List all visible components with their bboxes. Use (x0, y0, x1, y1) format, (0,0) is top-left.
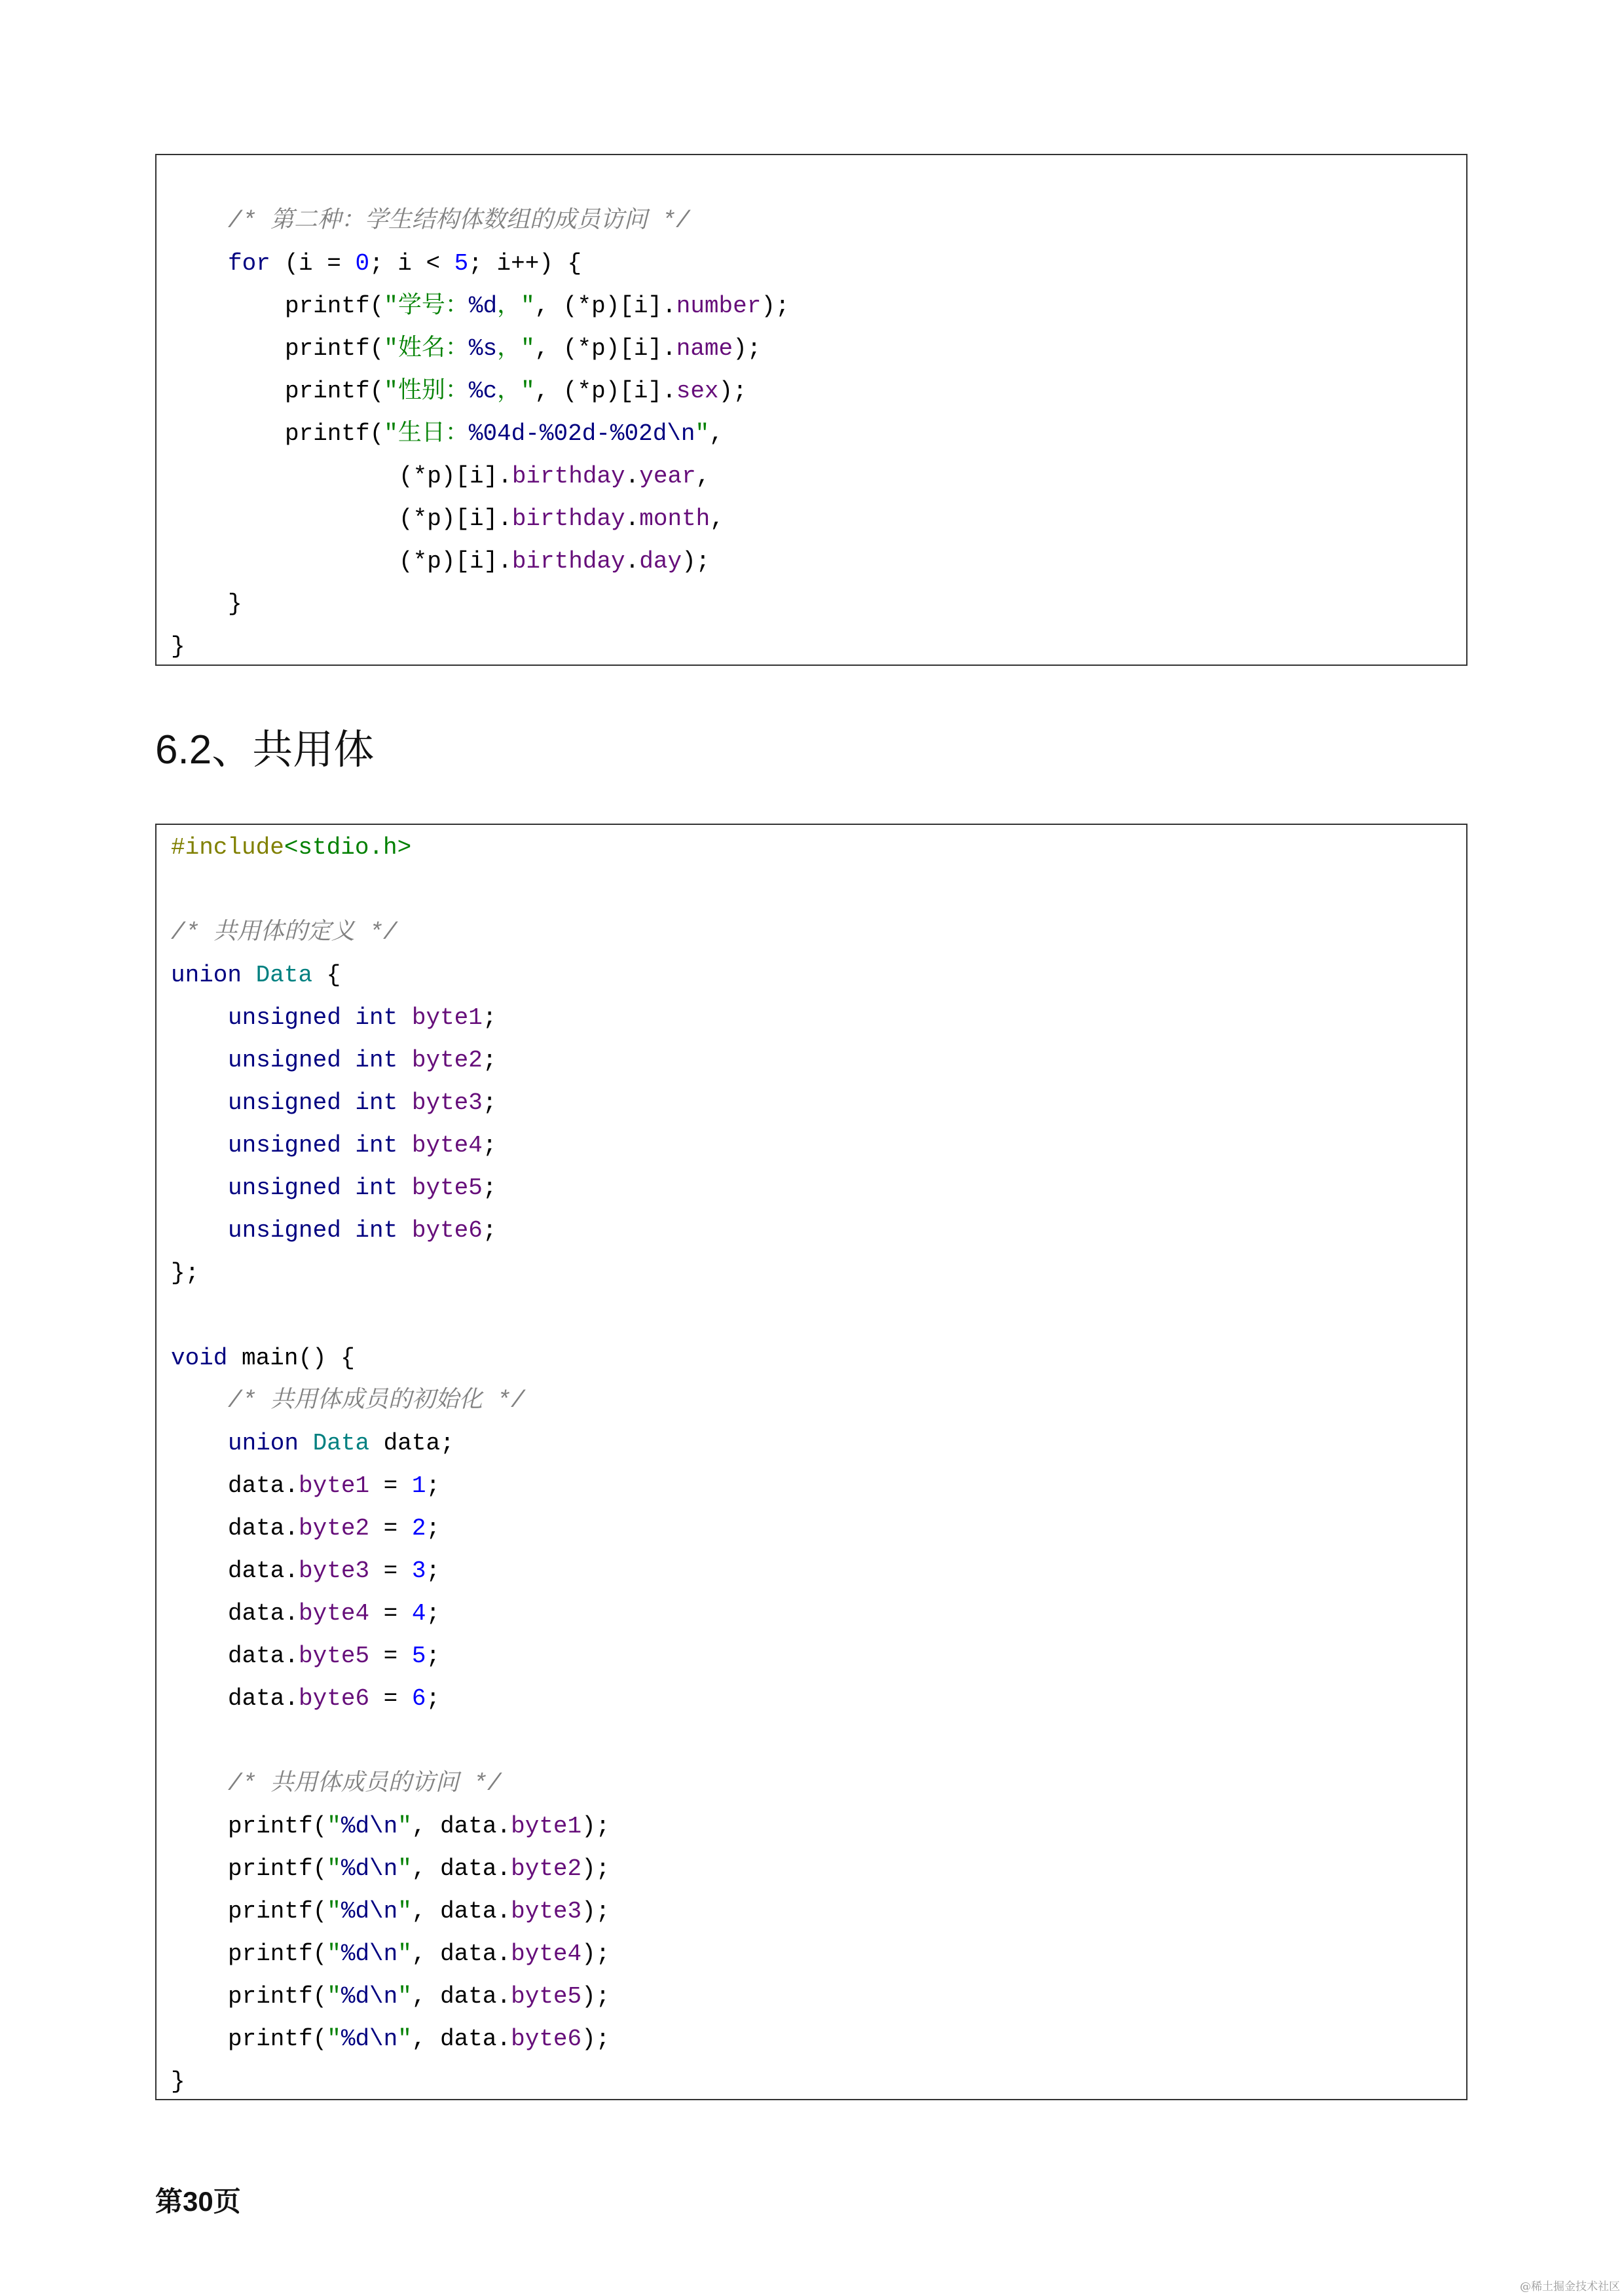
code-line (157, 826, 1466, 869)
format-specifier: %04d-%02d-%02d\n (468, 420, 695, 447)
code-block-union (155, 824, 1467, 2100)
code-line (157, 1933, 1466, 1975)
string-literal: ，" (497, 335, 535, 362)
code-line (157, 1167, 1466, 1209)
code-line (157, 996, 1466, 1039)
format-specifier: %d\n (341, 1941, 398, 1967)
code-line (157, 1720, 1466, 1762)
code-text: ); (581, 1941, 610, 1967)
member-name: year (639, 463, 696, 490)
code-text (397, 1132, 412, 1159)
code-text (242, 962, 256, 989)
member-name: sex (676, 378, 719, 405)
code-text: , data. (411, 1813, 511, 1840)
code-text: { (312, 962, 341, 989)
code-text: , (695, 463, 710, 490)
code-text (299, 1430, 313, 1457)
code-text (397, 1217, 412, 1244)
code-text (397, 1004, 412, 1031)
code-text: ); (718, 378, 747, 405)
code-text: printf( (285, 420, 384, 447)
number-literal: 1 (411, 1472, 426, 1499)
format-specifier: %s (468, 335, 498, 362)
string-literal: "姓名： (384, 335, 469, 362)
code-line (157, 200, 1466, 242)
member-name: byte1 (511, 1813, 582, 1840)
format-specifier: %d\n (341, 2026, 398, 2052)
format-specifier: %d\n (341, 1983, 398, 2010)
code-text: . (625, 463, 640, 490)
member-name: byte2 (411, 1047, 483, 1074)
code-line (157, 1465, 1466, 1507)
code-text: = (369, 1558, 412, 1584)
code-text (397, 1089, 412, 1116)
member-name: byte6 (411, 1217, 483, 1244)
string-literal: "学号： (384, 293, 469, 319)
string-literal: " (397, 1855, 412, 1882)
code-line (157, 1635, 1466, 1677)
keyword: union (228, 1430, 299, 1457)
code-text: printf( (228, 1983, 327, 2010)
code-line (157, 1762, 1466, 1805)
code-line (157, 869, 1466, 911)
code-text: printf( (228, 1898, 327, 1925)
member-name: byte6 (511, 2026, 582, 2052)
code-text: = (369, 1643, 412, 1669)
code-line (157, 1294, 1466, 1337)
code-text: data. (228, 1472, 299, 1499)
keyword: unsigned int (228, 1047, 398, 1074)
string-literal: " (327, 2026, 341, 2052)
member-name: byte3 (411, 1089, 483, 1116)
keyword: unsigned int (228, 1089, 398, 1116)
code-text: ; (482, 1089, 497, 1116)
code-text: = (369, 1515, 412, 1542)
code-block-struct-access (155, 154, 1467, 666)
format-specifier: %d (468, 293, 498, 319)
keyword: unsigned int (228, 1004, 398, 1031)
member-name: byte5 (411, 1175, 483, 1201)
code-line (157, 1252, 1466, 1294)
code-text: = (369, 1600, 412, 1627)
string-literal: "性别： (384, 378, 469, 405)
member-name: month (639, 505, 710, 532)
code-line (157, 1209, 1466, 1252)
code-text: , data. (411, 1941, 511, 1967)
code-text (397, 1047, 412, 1074)
code-text: } (171, 633, 185, 660)
code-line (157, 2018, 1466, 2060)
member-name: number (676, 293, 762, 319)
string-literal: ，" (497, 293, 535, 319)
code-line (157, 1507, 1466, 1550)
member-name: birthday (511, 548, 625, 575)
string-literal: " (397, 1813, 412, 1840)
code-text: , (*p)[i]. (534, 293, 676, 319)
code-text: } (171, 2068, 185, 2095)
code-text: , data. (411, 1983, 511, 2010)
preprocessor: #include (171, 834, 284, 861)
keyword: void (171, 1345, 228, 1372)
code-text: ; (482, 1047, 497, 1074)
comment: /* 共用体成员的初始化 */ (228, 1387, 525, 1414)
comment: /* 第二种：学生结构体数组的成员访问 */ (228, 208, 690, 234)
number-literal: 6 (411, 1685, 426, 1712)
code-line (157, 1677, 1466, 1720)
code-text: printf( (228, 1941, 327, 1967)
member-name: byte5 (299, 1643, 370, 1669)
code-text: , data. (411, 2026, 511, 2052)
code-text: . (625, 548, 640, 575)
code-text: ; (482, 1132, 497, 1159)
format-specifier: %d\n (341, 1898, 398, 1925)
code-text: ; (482, 1217, 497, 1244)
code-text: ); (733, 335, 762, 362)
member-name: byte3 (299, 1558, 370, 1584)
code-text: (*p)[i]. (399, 548, 512, 575)
code-text: , data. (411, 1898, 511, 1925)
code-text: printf( (285, 335, 384, 362)
format-specifier: %d\n (341, 1855, 398, 1882)
comment: /* 共用体成员的访问 */ (228, 1770, 502, 1797)
string-literal: <stdio.h> (284, 834, 412, 861)
code-line (157, 1805, 1466, 1848)
code-line (157, 242, 1466, 285)
string-literal: " (397, 1941, 412, 1967)
code-text: ; (426, 1600, 441, 1627)
string-literal: " (397, 1898, 412, 1925)
string-literal: ，" (497, 378, 535, 405)
member-name: byte2 (299, 1515, 370, 1542)
member-name: byte4 (511, 1941, 582, 1967)
code-text: printf( (228, 1813, 327, 1840)
code-line (157, 954, 1466, 996)
code-line (157, 370, 1466, 412)
code-text: ; (426, 1472, 441, 1499)
string-literal: "生日： (384, 420, 469, 447)
code-line (157, 911, 1466, 954)
code-text: ; (426, 1558, 441, 1584)
code-text: (i = (270, 250, 356, 277)
code-line (157, 412, 1466, 455)
code-text: , (709, 420, 724, 447)
code-text: (*p)[i]. (399, 463, 512, 490)
code-text: ); (581, 1983, 610, 2010)
code-text: ; i < (369, 250, 454, 277)
code-text: ); (581, 1813, 610, 1840)
code-text: ; (482, 1004, 497, 1031)
code-line (157, 1592, 1466, 1635)
code-text: ; (426, 1643, 441, 1669)
number-literal: 5 (454, 250, 469, 277)
code-line (157, 498, 1466, 540)
watermark: @稀土掘金技术社区 (1520, 2280, 1620, 2293)
code-text: ); (581, 1855, 610, 1882)
code-text: ); (682, 548, 710, 575)
code-text: . (625, 505, 640, 532)
member-name: byte4 (299, 1600, 370, 1627)
number-literal: 3 (411, 1558, 426, 1584)
code-text: , data. (411, 1855, 511, 1882)
code-text: data. (228, 1685, 299, 1712)
string-literal: " (327, 1813, 341, 1840)
number-literal: 5 (411, 1643, 426, 1669)
comment: /* 共用体的定义 */ (171, 919, 397, 946)
code-text: printf( (228, 1855, 327, 1882)
code-text: , (*p)[i]. (534, 378, 676, 405)
code-text: }; (171, 1260, 200, 1286)
code-line (157, 455, 1466, 498)
number-literal: 4 (411, 1600, 426, 1627)
code-text: ); (761, 293, 790, 319)
member-name: byte6 (299, 1685, 370, 1712)
code-text (397, 1175, 412, 1201)
code-line (157, 2060, 1466, 2103)
page-number: 第30页 (155, 2186, 241, 2217)
code-text: ; (426, 1515, 441, 1542)
code-text: ; (426, 1685, 441, 1712)
code-text: ; (482, 1175, 497, 1201)
number-literal: 2 (411, 1515, 426, 1542)
keyword: union (171, 962, 242, 989)
code-text: data. (228, 1600, 299, 1627)
code-text: main() { (227, 1345, 355, 1372)
code-text: , (710, 505, 724, 532)
code-line (157, 1975, 1466, 2018)
code-text: printf( (228, 2026, 327, 2052)
code-line (157, 1422, 1466, 1465)
member-name: byte1 (299, 1472, 370, 1499)
code-line (157, 583, 1466, 625)
member-name: birthday (511, 463, 625, 490)
code-line (157, 1082, 1466, 1124)
string-literal: " (327, 1983, 341, 2010)
string-literal: " (327, 1855, 341, 1882)
member-name: byte2 (511, 1855, 582, 1882)
member-name: name (676, 335, 733, 362)
format-specifier: %d\n (341, 1813, 398, 1840)
member-name: byte3 (511, 1898, 582, 1925)
code-line (157, 1848, 1466, 1890)
string-literal: " (327, 1898, 341, 1925)
code-line (157, 1890, 1466, 1933)
code-text: ); (581, 1898, 610, 1925)
section-heading: 6.2、共用体 (155, 727, 375, 773)
keyword: unsigned int (228, 1175, 398, 1201)
code-line (157, 1039, 1466, 1082)
string-literal: " (327, 1941, 341, 1967)
string-literal: " (695, 420, 710, 447)
code-text: ; i++) { (468, 250, 582, 277)
code-line (157, 625, 1466, 668)
code-line (157, 285, 1466, 327)
code-text: ); (581, 2026, 610, 2052)
code-text: data. (228, 1558, 299, 1584)
code-text: (*p)[i]. (399, 505, 512, 532)
code-text: , (*p)[i]. (534, 335, 676, 362)
keyword: unsigned int (228, 1217, 398, 1244)
code-text: printf( (285, 293, 384, 319)
member-name: day (639, 548, 682, 575)
code-text: data. (228, 1515, 299, 1542)
code-text: data. (228, 1643, 299, 1669)
code-line (157, 327, 1466, 370)
code-text: = (369, 1685, 412, 1712)
code-line (157, 1550, 1466, 1592)
code-line (157, 1337, 1466, 1379)
code-text: = (369, 1472, 412, 1499)
type-name: Data (255, 962, 313, 989)
code-line (157, 540, 1466, 583)
keyword: for (228, 250, 270, 277)
type-name: Data (312, 1430, 370, 1457)
member-name: birthday (511, 505, 625, 532)
format-specifier: %c (468, 378, 498, 405)
number-literal: 0 (355, 250, 370, 277)
member-name: byte5 (511, 1983, 582, 2010)
member-name: byte1 (411, 1004, 483, 1031)
code-line (157, 1379, 1466, 1422)
member-name: byte4 (411, 1132, 483, 1159)
string-literal: " (397, 1983, 412, 2010)
code-text: data; (369, 1430, 454, 1457)
keyword: unsigned int (228, 1132, 398, 1159)
code-line (157, 1124, 1466, 1167)
string-literal: " (397, 2026, 412, 2052)
code-text: printf( (285, 378, 384, 405)
code-text: } (228, 591, 242, 617)
